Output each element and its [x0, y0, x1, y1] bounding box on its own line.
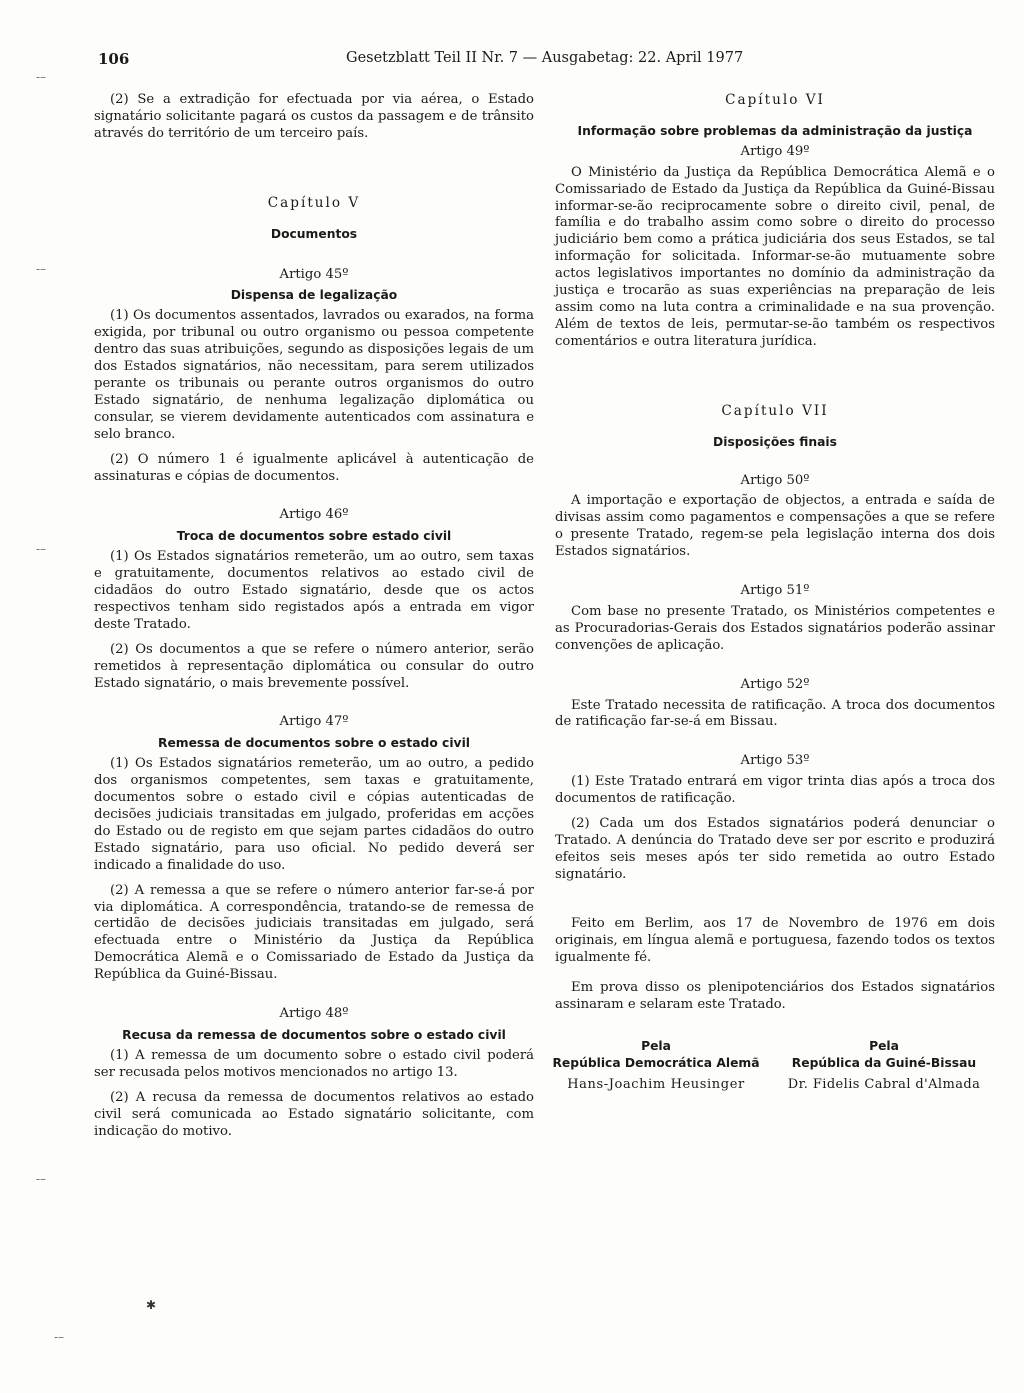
scan-mark: ‐– [54, 1330, 65, 1344]
scan-mark: ✱ [146, 1298, 157, 1312]
page-header [98, 50, 758, 72]
paragraph: (1) Os Estados signatários remeterão, um ao outro, a pedido dos organismos competentes, sem taxas e gratuitamente, documentos sobre o estado civil e cópias autenticadas de decisões judiciais transitadas em julgado, proferidas em acções do Estado ou de registo em que sejam partes cidadãos do outro Estado signatário, para uso oficial. No pedido deverá ser indicado a finalidade do uso. [94, 756, 534, 873]
scan-mark: ‐– [36, 542, 47, 556]
paragraph: (2) Os documentos a que se refere o número anterior, serão remetidos à representação diplomática ou consular do outro Estado signatário, o mais brevemente possível. [94, 641, 534, 691]
paragraph: (1) Os documentos assentados, lavrados ou exarados, na forma exigida, por tribunal ou outro organismo ou pessoa competente dentro das suas atribuições, segundo as disposições legais de um dos Estados signatários, não necessitam, para serem utilizados perante os tribunais ou perante outros organismos do outro Estado signatário, de nenhuma legalização diplomática ou consular, se vierem devidamente autenticados com assinatura e selo branco. [94, 308, 534, 442]
article-number: Artigo 49º [740, 143, 810, 159]
scan-mark: ‐– [36, 70, 47, 84]
paragraph: O Ministério da Justiça da República Democrática Alemã e o Comissariado de Estado da Justiça da República da Guiné-Bissau informar-se-ão reciprocamente sobre o direito civil, penal, de família e do trabalho assim como sobre o direito do processo judiciário bem como a prática judiciária dos seus Estados, se tal informação for solicitada. Informar-se-ão mutuamente sobre actos legislativos importantes no domínio da administração da justiça e trocarão as suas experiências na preparação de leis assim como na luta contra a criminalidade e na sua provenção. Além de textos de leis, permutar-se-ão também os respectivos comentários e outra literatura jurídica. [555, 164, 995, 349]
article-number: Artigo 46º [279, 507, 349, 523]
article-number: Artigo 48º [279, 1006, 349, 1022]
chapter-title: Disposições finais [713, 434, 837, 449]
article-number: Artigo 47º [279, 714, 349, 730]
chapter-label: Capítulo VI [725, 92, 825, 108]
signatory-name: Dr. Fidelis Cabral d'Almada [787, 1077, 981, 1093]
chapter-label: Capítulo V [267, 194, 361, 211]
closing-paragraph: Em prova disso os plenipotenciários dos Estados signatários assinaram e selaram este Tratado. [555, 980, 995, 1013]
signature-republic: República Democrática Alemã [552, 1056, 760, 1071]
signature-pela: Pela [641, 1039, 671, 1054]
signature-block [552, 1038, 995, 1108]
signature-pela: Pela [869, 1039, 899, 1054]
closing-paragraph: Feito em Berlim, aos 17 de Novembro de 1976 em dois originais, em língua alemã e portuguesa, fazendo todos os textos igualmente fé. [555, 915, 995, 965]
page-number: 106 [98, 50, 130, 68]
paragraph: Com base no presente Tratado, os Ministérios competentes e as Procuradorias-Gerais dos Estados signatários poderão assinar convenções de aplicação. [555, 603, 995, 653]
chapter-title: Documentos [270, 226, 358, 241]
article-number: Artigo 50º [740, 472, 810, 488]
paragraph: (1) A remessa de um documento sobre o estado civil poderá ser recusada pelos motivos mencionados no artigo 13. [94, 1047, 534, 1080]
signature-left [549, 1038, 763, 1093]
paragraph: (1) Os Estados signatários remeterão, um ao outro, sem taxas e gratuitamente, documentos relativos ao estado civil de cidadãos do outro Estado signatário, desde que os actos respectivos tenham sido registados após a entrada em vigor deste Tratado. [94, 549, 534, 632]
left-column [94, 92, 534, 1140]
signature-right [775, 1038, 993, 1093]
paragraph: (2) A recusa da remessa de documentos relativos ao estado civil será comunicada ao Estado signatário solicitante, com indicação do motivo. [94, 1089, 534, 1139]
article-number: Artigo 51º [740, 583, 810, 599]
running-title: Gesetzblatt Teil II Nr. 7 — Ausgabetag: 22. April 1977 [346, 50, 744, 66]
paragraph: (2) Se a extradição for efectuada por via aérea, o Estado signatário solicitante pagará os custos da passagem e de trânsito através do território de um terceiro país. [94, 92, 534, 141]
article-number: Artigo 45º [279, 266, 349, 282]
article-number: Artigo 53º [740, 753, 810, 769]
chapter-label: Capítulo VII [721, 402, 829, 419]
signature-republic: República da Guiné-Bissau [791, 1056, 977, 1071]
article-heading: Dispensa de legalização [230, 288, 398, 303]
signatory-name: Hans-Joachim Heusinger [567, 1077, 745, 1093]
paragraph: (2) A remessa a que se refere o número anterior far-se-á por via diplomática. A correspondência, tratando-se de remessa de certidão de decisões judiciais transitadas em julgado, será efectuada entre o Ministério da Justiça da República Democrática Alemã e o Comissariado de Estado da Justiça da República da Guiné-Bissau. [94, 882, 534, 983]
paragraph: Este Tratado necessita de ratificação. A troca dos documentos de ratificação far-se-á em Bissau. [555, 697, 995, 730]
right-column [552, 92, 995, 1108]
chapter-title: Informação sobre problemas da administração da justiça [577, 123, 973, 138]
paragraph: (2) Cada um dos Estados signatários poderá denunciar o Tratado. A denúncia do Tratado deve ser por escrito e produzirá efeitos seis meses após ter sido remetida ao outro Estado signatário. [555, 816, 995, 882]
scan-mark: ‐– [36, 262, 47, 276]
article-heading: Recusa da remessa de documentos sobre o estado civil [122, 1027, 506, 1042]
article-heading: Troca de documentos sobre estado civil [176, 529, 452, 544]
scan-mark: ‐– [36, 1172, 47, 1186]
paragraph: A importação e exportação de objectos, a entrada e saída de divisas assim como pagamentos e compensações a que se refere o presente Tratado, regem-se pela legislação interna dos dois Estados signatários. [555, 493, 995, 560]
article-heading: Remessa de documentos sobre o estado civil [157, 736, 471, 751]
paragraph: (1) Este Tratado entrará em vigor trinta dias após a troca dos documentos de ratificação. [555, 774, 995, 807]
paragraph: (2) O número 1 é igualmente aplicável à autenticação de assinaturas e cópias de documentos. [94, 451, 534, 484]
article-number: Artigo 52º [740, 676, 810, 692]
